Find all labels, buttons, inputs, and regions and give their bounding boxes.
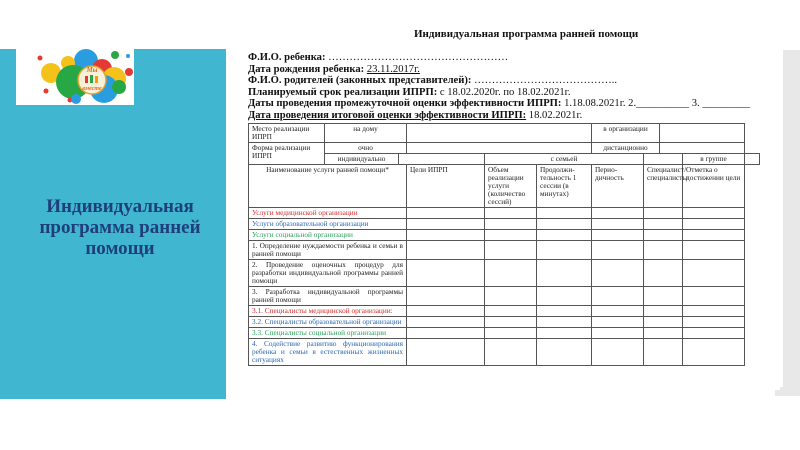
table-row: 4. Содействие развитию функционирования ребенка и семьи в естественных жизненных ситуациях [249,339,760,366]
document-page [230,20,780,390]
form-remote: дистанционно [592,143,660,154]
logo-bubbles-icon [16,49,134,105]
form-inperson: очно [325,143,407,154]
table-row: Услуги медицинской организации [249,208,760,219]
page-shadow [783,50,800,396]
form-individual: индивидуально [325,154,399,165]
field-birth-date: Дата рождения ребенка: 23.11.2017г. [248,63,420,75]
place-row [249,124,760,143]
child-info [248,52,750,122]
col-goal-mark: Отметка о достижении цели [683,165,745,208]
col-specialists: Специалист/ специалисты [644,165,683,208]
col-duration: Продолжи-тельность 1 сессии (в минутах) [537,165,592,208]
table-row: Услуги образовательной организации [249,219,760,230]
form-label: Форма реализации ИПРП [249,143,325,165]
logo [16,49,134,105]
table-row: 3.3. Специалисты социальной организации [249,328,760,339]
table-row: 3. Разработка индивидуальной программы ранней помощи [249,287,760,306]
form-family: с семьей [485,154,644,165]
field-child-name: Ф.И.О. ребенка: …………………………………………… [248,52,509,63]
document-title: Индивидуальная программа ранней помощи [414,28,639,40]
table-row: 2. Проведение оценочных процедур для разработки индивидуальной программы ранней помощи [249,260,760,287]
form-row-1 [249,143,760,154]
slide-title: Индивидуальная программа ранней помощи [39,196,201,259]
field-interim-dates: Даты проведения промежуточной оценки эффективности ИПРП: 1.18.08.2021г. 2.__________ 3. _________ [248,98,750,110]
place-label: Место реализации ИПРП [249,124,325,143]
place-home: на дому [325,124,407,143]
field-planned-period: Планируемый срок реализации ИПРП: с 18.02.2020г. по 18.02.2021г. [248,86,571,98]
col-service-name: Наименование услуги ранней помощи* [249,165,407,208]
form-row-2 [249,154,760,165]
program-table [248,123,760,366]
table-row: Услуги социальной организации [249,230,760,241]
col-goals: Цели ИПРП [407,165,485,208]
table-row: 1. Определение нуждаемости ребенка и семьи в ранней помощи [249,241,760,260]
col-volume: Объем реализации услуги (количество сессий) [485,165,537,208]
place-org: в организации [592,124,660,143]
svg-text:вместе: вместе [82,86,102,92]
field-parents-name: Ф.И.О. родителей (законных представителей): ………………………………….. [248,75,618,87]
col-periodicity: Перио-дичность [592,165,644,208]
svg-text:Мы: Мы [86,66,98,74]
table-row: 3.1. Специалисты медицинской организации: [249,306,760,317]
field-final-date: Дата проведения итоговой оценки эффективности ИПРП: 18.02.2021г. [248,109,583,121]
form-group: в группе [683,154,745,165]
table-row: 3.2. Специалисты образовательной организации [249,317,760,328]
header-row [249,165,760,208]
